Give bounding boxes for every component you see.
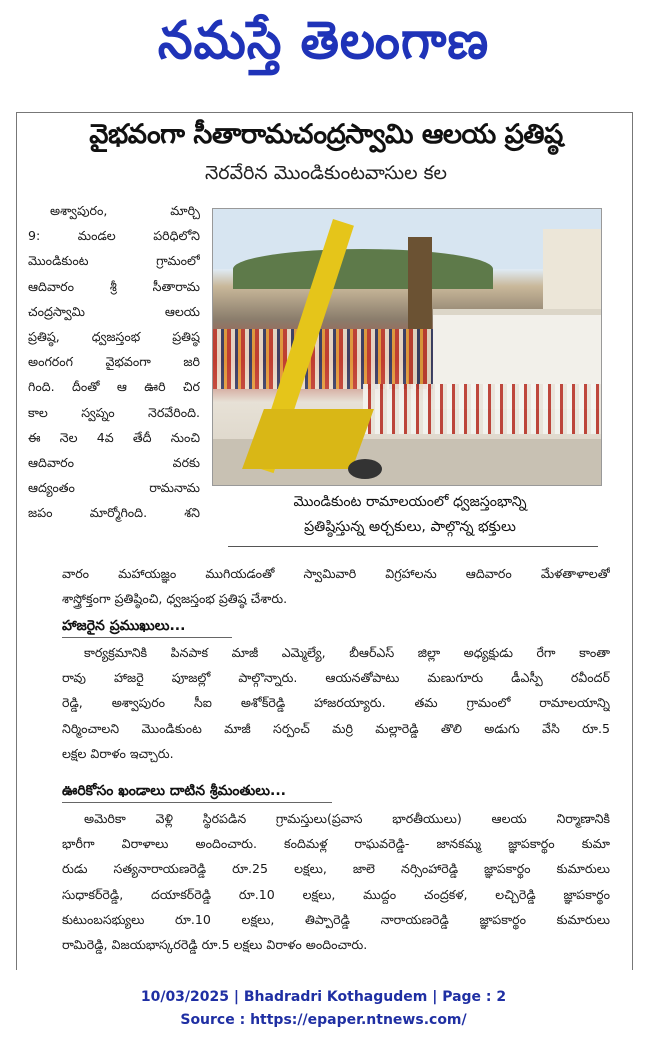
continuation-paragraph [62, 561, 610, 611]
intro-line: 9: మండల పరిధిలోని [28, 228, 200, 244]
body-line: సుధాకర్‌రెడ్డి, దయాకర్‌రెడ్డి రూ.10 లక్షలు, ముద్దం చంద్రకళ, లచ్చిరెడ్డి జ్ఞాపకార్థం [62, 886, 610, 902]
caption-line: ప్రతిష్ఠిస్తున్న అర్చకులు, పాల్గొన్న భక్తులు [304, 519, 516, 535]
caption-divider [228, 546, 598, 547]
intro-line: అశ్వాపురం, మార్చి [50, 203, 200, 218]
intro-line: ఆదివారం శ్రీ సీతారామ [28, 278, 200, 294]
body-line: భారీగా విరాళాలు అందించారు. కందిమళ్ల రాఘవరెడ్డి- జానకమ్మ జ్ఞాపకార్థం కుమా [62, 836, 610, 852]
body-line: రెడ్డి, అశ్వాపురం సీఐ అశోక్‌రెడ్డి హాజరయ్యారు. తమ గ్రామంలో రామాలయాన్ని [62, 695, 610, 711]
intro-column [28, 198, 200, 526]
intro-line: అంగరంగ వైభవంగా జరి [28, 354, 200, 370]
article-subheadline: నెరవేరిన మొండికుంటవాసుల కల [204, 162, 448, 184]
photo-hill [233, 249, 493, 289]
body-line: కార్యక్రమానికి పినపాక మాజీ ఎమ్మెల్యే, బీఆర్ఎస్ జిల్లా అధ్యక్షుడు రేగా కాంతా [84, 645, 610, 660]
masthead-logo: నమస్తే తెలంగాణ [157, 11, 490, 71]
intro-line: ఈ నెల 4వ తేదీ నుంచి [28, 429, 200, 445]
intro-line: మొండికుంట గ్రామంలో [28, 253, 200, 269]
body-line: రామిరెడ్డి, విజయభాస్కరరెడ్డి రూ.5 లక్షలు విరాళం అందించారు. [62, 937, 368, 953]
article-border-right [632, 112, 633, 970]
intro-line: కాల స్వప్నం నెరవేరింది. [28, 404, 200, 420]
photo-caption [230, 490, 590, 540]
section-underline [62, 802, 332, 803]
body-line: శాస్త్రోక్తంగా ప్రతిష్ఠించి, ధ్వజస్తంభ ప్రతిష్ఠ చేశారు. [62, 591, 288, 607]
section-heading-donors: ఊరికోసం ఖండాలు దాటిన శ్రీమంతులు... [62, 783, 286, 799]
intro-line: ఆద్యంతం రామనామ [28, 480, 200, 496]
page-footer [0, 986, 647, 1032]
body-line: కుటుంబసభ్యులు రూ.10 లక్షలు, తిప్పారెడ్డి నారాయణరెడ్డి జ్ఞాపకార్థం కుమారులు [62, 911, 610, 927]
footer-date-edition: 10/03/2025 | Bhadradri Kothagudem | Page : 2 [140, 989, 507, 1005]
body-line: అమెరికా వెళ్లి స్థిరపడిన గ్రామస్తులు(ప్రవాస భారతీయులు) ఆలయ నిర్మాణానికి [84, 811, 610, 826]
dignitaries-paragraph [62, 640, 610, 766]
body-line: లక్షల విరాళం ఇచ్చారు. [62, 745, 174, 761]
body-line: రుడు సత్యనారాయణరెడ్డి రూ.25 లక్షలు, జాలె నర్సింహారెడ్డి జ్ఞాపకార్థం కుమారులు [62, 861, 610, 877]
caption-line: మొండికుంట రామాలయంలో ధ్వజస్తంభాన్ని [293, 494, 527, 510]
photo-crowd [213, 329, 443, 389]
intro-line: ఆదివారం వరకు [28, 455, 200, 471]
article-headline: వైభవంగా సీతారామచంద్రస్వామి ఆలయ ప్రతిష్ఠ [89, 119, 563, 150]
footer-source-link[interactable]: Source : https://epaper.ntnews.com/ [180, 1012, 467, 1028]
photo-devotees [363, 384, 602, 434]
article-border-left [16, 112, 17, 970]
photo-crane-wheel [348, 459, 382, 479]
intro-line: జపం మార్మోగింది. శని [28, 505, 200, 521]
body-line: వారం మహాయజ్ఞం ముగియడంతో స్వామివారి విగ్రహాలను ఆదివారం మేళతాళాలతో [62, 566, 610, 581]
section-underline [62, 637, 232, 638]
section-heading-dignitaries: హాజరైన ప్రముఖులు... [62, 618, 186, 634]
donors-paragraph [62, 806, 610, 957]
body-line: రావు హాజరై పూజల్లో పాల్గొన్నారు. ఆయనతోపాటు మణుగూరు డీఎస్పీ రవీందర్ [62, 670, 610, 686]
body-line: నిర్మించాలని మొండికుంట మాజీ సర్పంచ్ మర్రి మల్లారెడ్డి తొలి అడుగు వేసి రూ.5 [62, 720, 610, 736]
intro-line: గింది. దీంతో ఆ ఊరి చిర [28, 379, 200, 395]
intro-line: చంద్రస్వామి ఆలయ [28, 303, 200, 319]
intro-line: ప్రతిష్ఠ, ధ్వజస్తంభ ప్రతిష్ఠ [28, 329, 200, 345]
temple-ceremony-photo [212, 208, 602, 486]
